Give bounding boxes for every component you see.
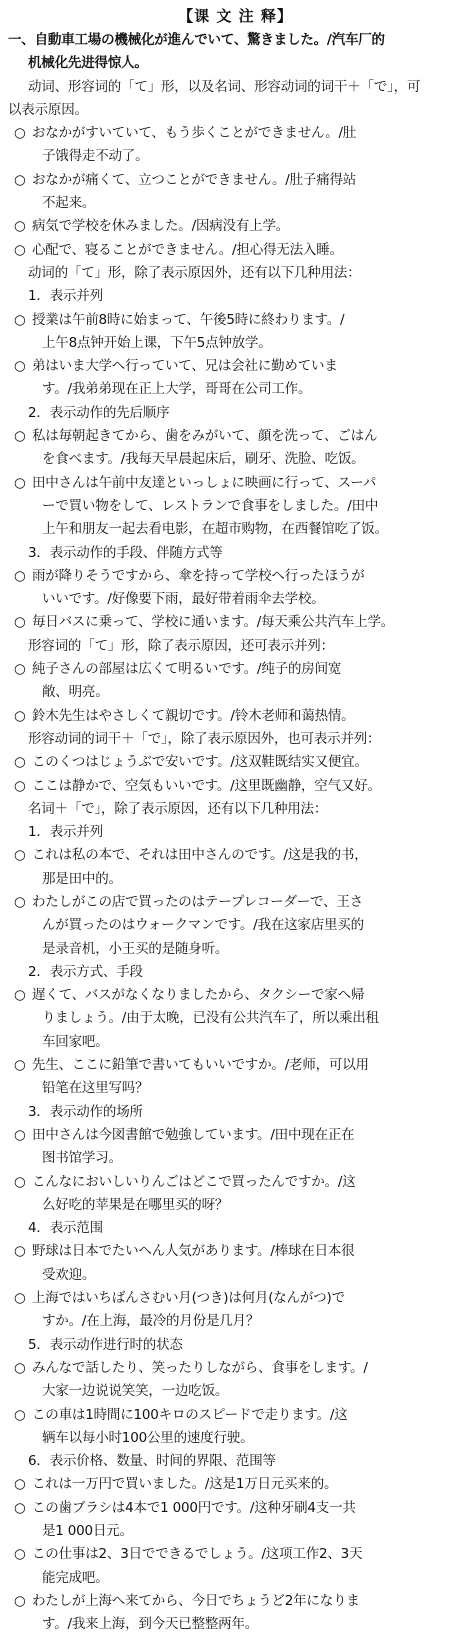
note-line: 形容动词的词干＋「で」，除了表示原因外，也可表示并列： (28, 730, 381, 747)
note-line: 上午和朋友一起去看电影，在超市购物，在西餐馆吃了饭。 (42, 521, 388, 538)
example-line (8, 169, 463, 192)
example-line (8, 705, 463, 728)
example-line (8, 1171, 463, 1194)
example-text: 先生、ここに鉛筆で書いてもいいですか。/老师，可以用 (32, 1057, 369, 1074)
note-line: 名词＋「で」，除了表示原因，还有以下几种用法： (28, 800, 328, 817)
example-text: 純子さんの部屋は広くて明るいです。/纯子的房间宽 (32, 661, 342, 678)
circle-bullet-icon: ○ (14, 1592, 26, 1609)
note-line: 铅笔在这里写吗？ (42, 1080, 149, 1097)
example-line (8, 565, 463, 588)
example-line (8, 309, 463, 332)
circle-bullet-icon: ○ (14, 474, 26, 491)
example-text: わたしがこの店で買ったのはテープレコーダーで、王さ (32, 893, 364, 910)
example-text: 田中さんは今図書館で勉強しています。/田中现在正在 (32, 1126, 355, 1143)
note-line: 机械化先进得惊人。 (28, 55, 148, 72)
note-line: 车回家吧。 (42, 1033, 109, 1050)
note-line: 动词、形容词的「て」形，以及名词、形容动词的词干＋「で」，可 (28, 78, 421, 95)
example-text: 授業は午前8時に始まって、午後5時に終わります。/ (32, 311, 345, 328)
note-line: りましょう。/由于太晚，已没有公共汽车了，所以乘出租 (42, 1010, 379, 1027)
circle-bullet-icon: ○ (14, 567, 26, 584)
circle-bullet-icon: ○ (14, 171, 26, 188)
note-line: 3．表示动作的手段、伴随方式等 (28, 544, 223, 561)
example-text: 田中さんは午前中友達といっしょに映画に行って、スーパ (32, 474, 377, 491)
example-line (8, 355, 463, 378)
note-line: 1．表示并列 (28, 288, 103, 305)
note-line: 大家一边说说笑笑，一边吃饭。 (42, 1383, 229, 1400)
example-text: これは私の本で、それは田中さんのです。/这是我的书， (32, 847, 368, 864)
example-line (8, 1404, 463, 1427)
example-line (8, 1590, 463, 1613)
note-line: 一、自動車工場の機械化が進んでいて、驚きました。/汽车厂的 (8, 32, 385, 48)
circle-bullet-icon: ○ (14, 754, 26, 771)
example-text: おなかが痛くて、立つことができません。/肚子痛得站 (32, 171, 357, 188)
example-line (8, 891, 463, 914)
note-line: 受欢迎。 (42, 1266, 96, 1283)
example-text: おなかがすいていて、もう歩くことができません。/肚 (32, 125, 357, 142)
example-line (8, 1240, 463, 1263)
note-line: 3．表示动作的场所 (28, 1103, 143, 1120)
circle-bullet-icon: ○ (14, 1476, 26, 1493)
note-line: すか。/在上海，最冷的月份是几月？ (42, 1313, 260, 1330)
note-line: 子饿得走不动了。 (42, 148, 149, 165)
circle-bullet-icon: ○ (14, 1406, 26, 1423)
note-line: 6．表示价格、数量、时间的界限、范围等 (28, 1453, 276, 1470)
example-line (8, 1054, 463, 1077)
example-line (8, 844, 463, 867)
example-text: みんなで話したり、笑ったりしながら、食事をします。/ (32, 1359, 368, 1376)
example-line (8, 775, 463, 798)
example-text: ここは静かで、空気もいいです。/这里既幽静，空气又好。 (32, 777, 381, 794)
note-line: いいです。/好像要下雨，最好带着雨伞去学校。 (42, 591, 325, 608)
note-line: 以表示原因。 (8, 101, 88, 118)
circle-bullet-icon: ○ (14, 1546, 26, 1563)
circle-bullet-icon: ○ (14, 707, 26, 724)
example-line (8, 1497, 463, 1520)
example-line (8, 984, 463, 1007)
example-line (8, 425, 463, 448)
note-line: 1．表示并列 (28, 824, 103, 841)
note-line: 4．表示范围 (28, 1220, 103, 1237)
example-line (8, 751, 463, 774)
circle-bullet-icon: ○ (14, 1359, 26, 1376)
example-text: この仕事は2、3日でできるでしょう。/这项工作2、3天 (32, 1546, 363, 1563)
note-line: 5．表示动作进行时的状态 (28, 1336, 183, 1353)
note-line: 图书馆学习。 (42, 1150, 122, 1167)
note-line: 2．表示动作的先后顺序 (28, 404, 170, 421)
example-text: 弟はいま大学へ行っていて、兄は会社に勤めていま (32, 358, 338, 375)
circle-bullet-icon: ○ (14, 1126, 26, 1143)
example-text: こんなにおいしいりんごはどこで買ったんですか。/这 (32, 1173, 356, 1190)
example-text: 私は毎朝起きてから、歯をみがいて、顔を洗って、ごはん (32, 428, 378, 445)
circle-bullet-icon: ○ (14, 218, 26, 235)
note-line: 动词的「て」形，除了表示原因外，还有以下几种用法： (28, 264, 361, 281)
circle-bullet-icon: ○ (14, 847, 26, 864)
circle-bullet-icon: ○ (14, 893, 26, 910)
note-line: 是1 000日元。 (42, 1523, 133, 1539)
circle-bullet-icon: ○ (14, 1290, 26, 1307)
example-text: これは一万円で買いました。/这是1万日元买来的。 (32, 1476, 338, 1493)
example-text: 心配で、寝ることができません。/担心得无法入睡。 (32, 241, 343, 258)
note-line: 形容词的「て」形，除了表示原因，还可表示并列： (28, 637, 334, 654)
example-line (8, 1287, 463, 1310)
example-line (8, 1543, 463, 1566)
note-line: を食べます。/我每天早晨起床后，刷牙、洗脸、吃饭。 (42, 451, 365, 468)
note-line: 辆车以每小时100公里的速度行驶。 (42, 1429, 254, 1446)
circle-bullet-icon: ○ (14, 358, 26, 375)
circle-bullet-icon: ○ (14, 428, 26, 445)
note-line: 敞、明亮。 (42, 684, 109, 701)
example-line (8, 658, 463, 681)
example-line (8, 611, 463, 634)
example-text: この歯ブラシは4本で1 000円です。/这种牙刷4支一共 (32, 1499, 356, 1516)
circle-bullet-icon: ○ (14, 311, 26, 328)
note-line: 不起来。 (42, 195, 96, 212)
example-line (8, 1124, 463, 1147)
example-line (8, 1357, 463, 1380)
example-text: 遅くて、バスがなくなりましたから、タクシーで家へ帰 (32, 987, 365, 1004)
example-text: 雨が降りそうですから、傘を持って学校へ行ったほうが (32, 567, 365, 584)
circle-bullet-icon: ○ (14, 1499, 26, 1516)
note-line: 么好吃的苹果是在哪里买的呀？ (42, 1196, 229, 1213)
note-line: す。/我弟弟现在正上大学，哥哥在公司工作。 (42, 381, 312, 398)
note-line: ーで買い物をして、レストランで食事をしました。/田中 (42, 497, 379, 514)
example-line (8, 122, 463, 145)
circle-bullet-icon: ○ (14, 1057, 26, 1074)
example-line (8, 472, 463, 495)
note-line: 是录音机，小王买的是随身听。 (42, 940, 229, 957)
circle-bullet-icon: ○ (14, 241, 26, 258)
example-text: 野球は日本でたいへん人気があります。/棒球在日本很 (32, 1243, 355, 1260)
example-text: 病気で学校を休みました。/因病没有上学。 (32, 218, 290, 235)
circle-bullet-icon: ○ (14, 661, 26, 678)
note-line: んが買ったのはウォークマンです。/我在这家店里买的 (42, 917, 364, 934)
example-text: この車は1時間に100キロのスピードで走ります。/这 (32, 1406, 348, 1423)
example-text: 毎日バスに乗って、学校に通います。/每天乘公共汽车上学。 (32, 614, 395, 631)
circle-bullet-icon: ○ (14, 1173, 26, 1190)
example-text: わたしが上海へ来てから、今日でちょうど2年になりま (32, 1592, 360, 1609)
circle-bullet-icon: ○ (14, 987, 26, 1004)
note-body (8, 29, 463, 1636)
example-line (8, 215, 463, 238)
circle-bullet-icon: ○ (14, 1243, 26, 1260)
note-line: 2．表示方式、手段 (28, 963, 143, 980)
section-title: 【课 文 注 释】 (178, 7, 293, 25)
example-text: 上海ではいちばんさむい月(つき)は何月(なんがつ)で (32, 1290, 345, 1307)
example-line (8, 1473, 463, 1496)
circle-bullet-icon: ○ (14, 777, 26, 794)
note-line: 能完成吧。 (42, 1569, 109, 1586)
example-text: 鈴木先生はやさしくて親切です。/铃木老师和蔼热情。 (32, 707, 355, 724)
example-line (8, 239, 463, 262)
note-line: 上午8点钟开始上课，下午5点钟放学。 (42, 334, 272, 351)
example-text: このくつはじょうぶで安いです。/这双鞋既结实又便宜。 (32, 754, 368, 771)
circle-bullet-icon: ○ (14, 614, 26, 631)
note-line: す。/我来上海，到今天已整整两年。 (42, 1616, 259, 1633)
circle-bullet-icon: ○ (14, 125, 26, 142)
note-line: 那是田中的。 (42, 870, 122, 887)
